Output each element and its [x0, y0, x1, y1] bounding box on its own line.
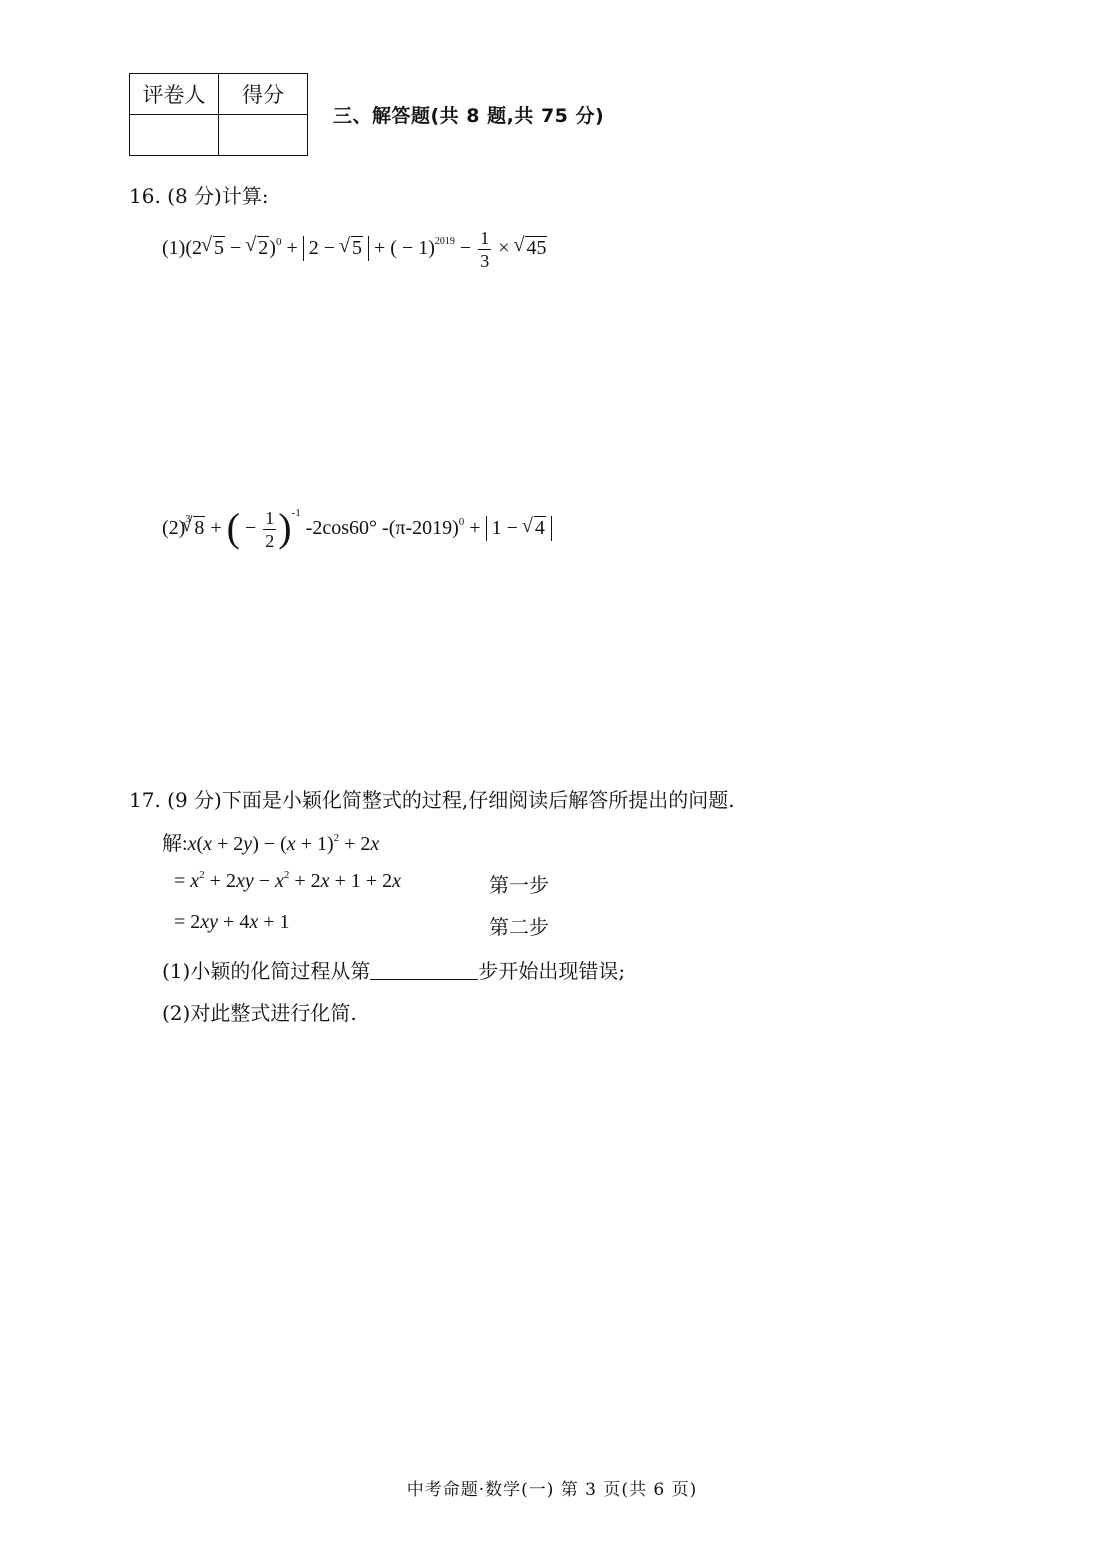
q16-part2-pi-term: -(π-2019) — [382, 517, 459, 539]
q17-sub1-after: 步开始出现错误; — [478, 959, 626, 983]
q17-solution-line: 解:x(x + $2y) - (x + 1)^2 + 2x$ — [162, 832, 380, 855]
q17-title: 17. (9 分)下面是小颖化简整式的过程,仔细阅读后解答所提出的问题. — [129, 788, 735, 812]
page-footer: 中考命题·数学(一) 第 3 页(共 6 页) — [406, 1480, 698, 1500]
q17-step1-label: 第一步 — [489, 873, 549, 897]
q16-part1-expression: (1)(2√ 5 − √ 2)$^0$ + 2 − √ 5 + ( − 1)$^{2019}$ − $\frac{1}{3}$ × √ 45 — [162, 229, 547, 270]
q17-solution-prefix: 解: — [162, 833, 188, 855]
q17-sub2: (2)对此整式进行化简. — [162, 1001, 357, 1025]
score-header: 得分 — [219, 74, 308, 115]
score-table — [129, 73, 308, 156]
exponent-zero: 0 — [275, 236, 282, 249]
score-cell[interactable] — [219, 115, 308, 156]
section-heading: 三、解答题(共 8 题,共 75 分) — [333, 105, 605, 127]
q17-step2-label: 第二步 — [489, 915, 549, 939]
exponent-2019: 2019 — [434, 236, 455, 248]
q16-part2-label: (2) — [162, 517, 186, 539]
q17-sub1-before: (1)小颖的化简过程从第 — [162, 959, 371, 983]
q16-title: 16. (8 分)计算: — [129, 184, 269, 208]
reviewer-header: 评卷人 — [130, 74, 219, 115]
answer-blank[interactable] — [370, 961, 478, 980]
q16-part2-expression: $(2)^3√$ 8 + ( − $\frac{1}{2}$ )$^{-1}$ -2cos60° $-(\pi-2019)^0 + 1$ − √ 4 — [162, 504, 552, 551]
q16-part2-trig: -2cos60° — [305, 517, 378, 539]
exponent-neg-one: -1 — [291, 507, 301, 519]
q17-step2-expression: = 2xy + 4x + 1 — [174, 911, 290, 933]
q16-part1-label: (1) — [162, 237, 186, 260]
reviewer-cell[interactable] — [130, 115, 219, 156]
q17-step1-expression: = $x^2 + 2xy - x^2 + 2x + 1 + 2x$ — [174, 869, 402, 892]
q17-sub1 — [162, 955, 625, 984]
